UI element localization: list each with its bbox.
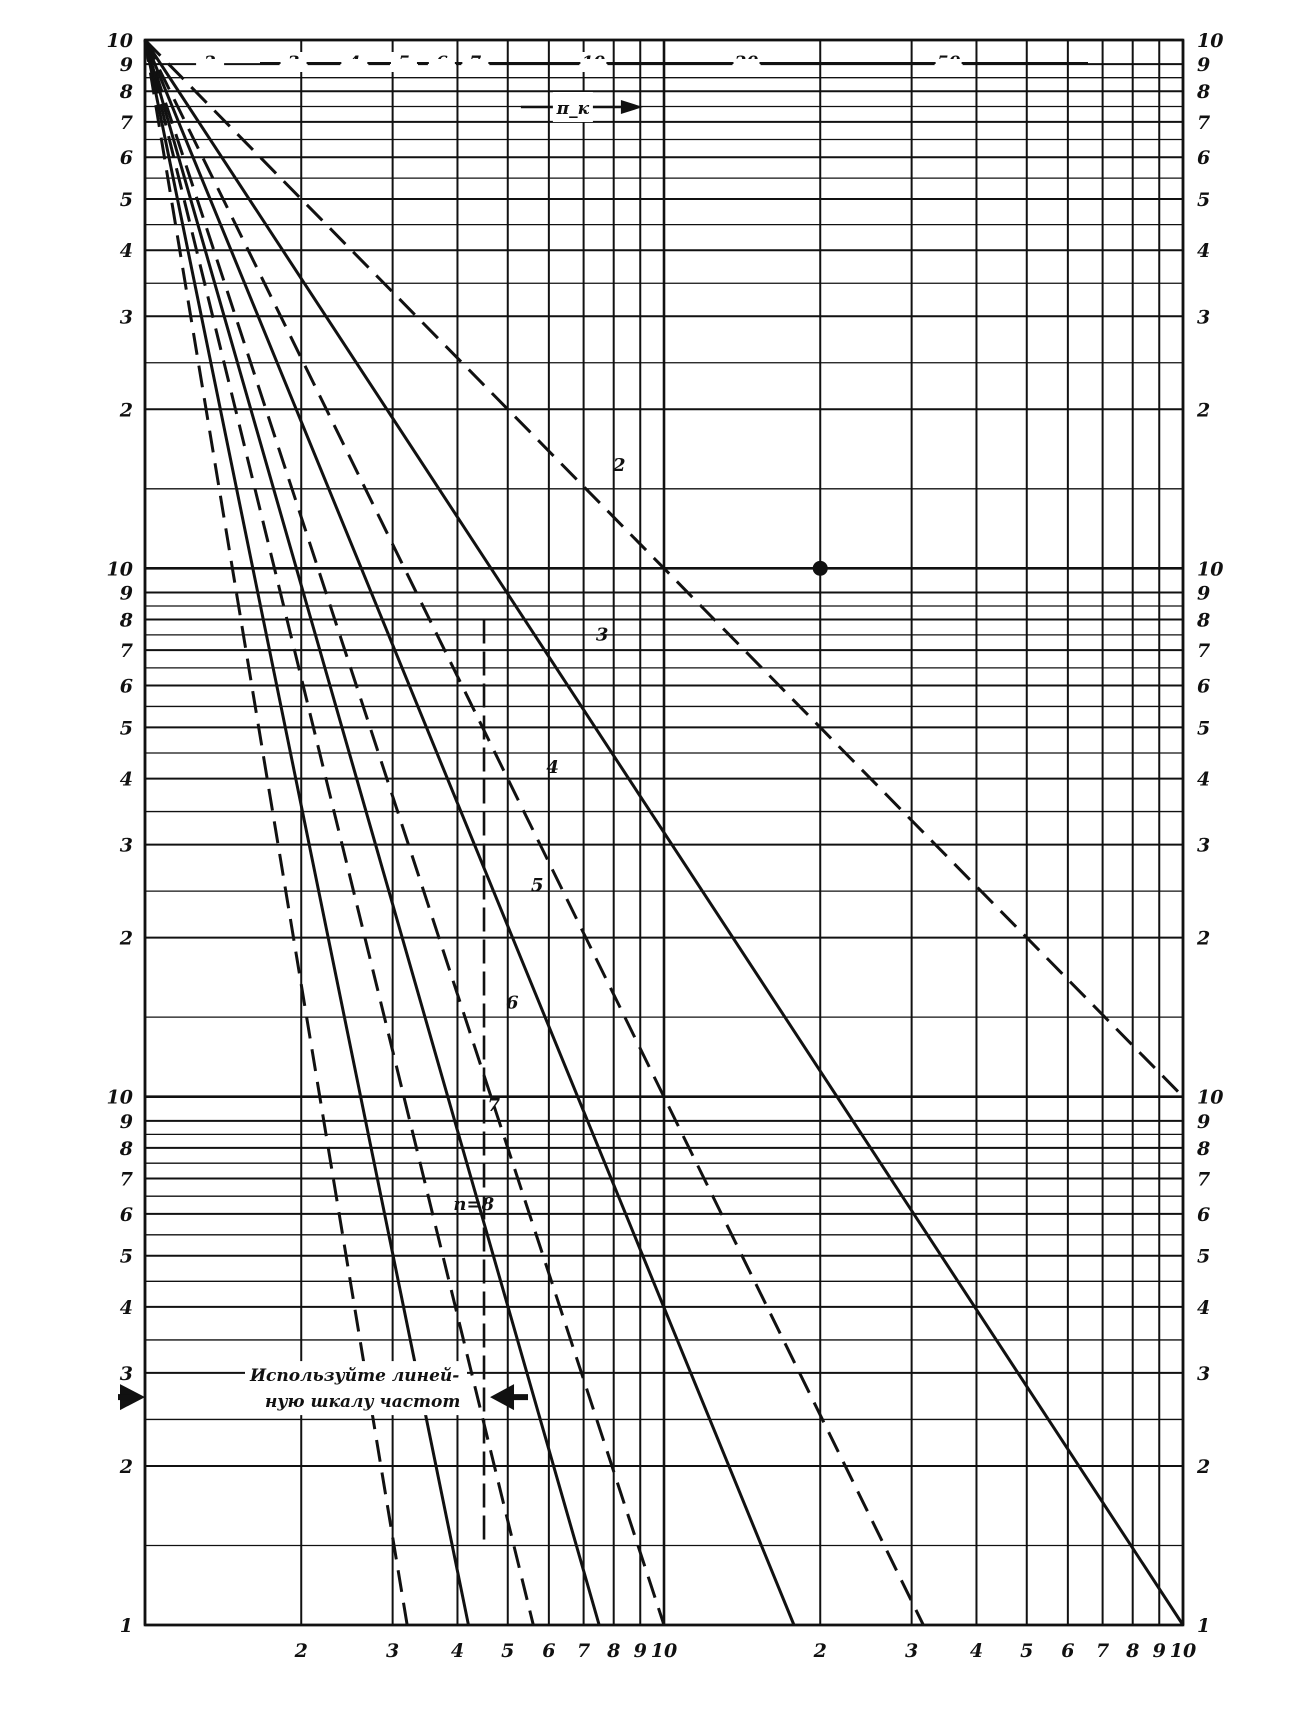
y-tick-label-left: 2 xyxy=(119,399,133,422)
y-tick-label-right: 9 xyxy=(1197,582,1211,605)
x-tick-label: 9 xyxy=(1152,1640,1166,1662)
top-scale-layer xyxy=(196,52,1088,122)
curve-label: 4 xyxy=(546,756,559,778)
y-tick-label-left: 5 xyxy=(119,717,133,740)
series-line-4 xyxy=(145,40,794,1625)
y-tick-label-right: 9 xyxy=(1197,54,1211,77)
y-tick-label-right: 7 xyxy=(1197,640,1211,663)
y-tick-label-left: 10 xyxy=(106,558,133,581)
curve-label: 6 xyxy=(505,992,519,1014)
y-tick-label-right: 8 xyxy=(1197,1137,1211,1160)
y-tick-label-left: 2 xyxy=(119,927,133,950)
x-tick-label: 7 xyxy=(576,1640,591,1662)
y-tick-label-left: 4 xyxy=(119,240,133,263)
data-point-marker xyxy=(813,561,828,576)
annotation-layer xyxy=(118,1361,528,1415)
y-tick-label-right: 6 xyxy=(1197,147,1211,170)
y-tick-label-right: 4 xyxy=(1197,1296,1211,1319)
top-scale-name: π_к xyxy=(556,99,590,119)
top-scale-gap xyxy=(462,59,488,68)
y-tick-label-left: 1 xyxy=(119,1615,133,1637)
y-tick-label-right: 10 xyxy=(1197,30,1224,52)
x-tick-label: 6 xyxy=(1061,1640,1075,1662)
y-tick-label-right: 7 xyxy=(1197,1168,1211,1191)
curve-label: 5 xyxy=(531,875,544,897)
y-tick-label-left: 8 xyxy=(119,81,133,104)
y-tick-label-left: 9 xyxy=(119,582,133,605)
y-tick-label-left: 3 xyxy=(119,306,133,329)
y-tick-label-right: 3 xyxy=(1197,306,1211,329)
y-tick-label-right: 9 xyxy=(1197,1110,1211,1133)
y-tick-label-left: 8 xyxy=(119,609,133,632)
y-tick-label-right: 2 xyxy=(1197,399,1211,422)
y-tick-label-right: 3 xyxy=(1197,834,1211,857)
curve-label: 3 xyxy=(595,624,609,646)
y-tick-label-right: 5 xyxy=(1197,189,1211,212)
x-tick-label: 8 xyxy=(1126,1640,1140,1662)
y-tick-label-left: 10 xyxy=(106,30,133,52)
y-tick-label-right: 10 xyxy=(1197,1086,1224,1109)
x-tick-label: 9 xyxy=(633,1640,647,1662)
y-tick-label-left: 5 xyxy=(119,189,133,212)
x-tick-label: 8 xyxy=(607,1640,621,1662)
y-tick-label-left: 4 xyxy=(119,768,133,791)
top-scale-gap xyxy=(391,59,417,68)
y-tick-label-left: 6 xyxy=(119,147,133,170)
y-tick-label-right: 10 xyxy=(1197,558,1224,581)
y-tick-label-left: 2 xyxy=(119,1455,133,1478)
curve-label: 2 xyxy=(613,454,626,476)
y-tick-label-left: 7 xyxy=(119,1168,133,1191)
y-tick-label-right: 8 xyxy=(1197,81,1211,104)
curve-label: 7 xyxy=(487,1094,501,1116)
x-tick-label: 5 xyxy=(1020,1640,1034,1662)
x-tick-label: 5 xyxy=(501,1640,515,1662)
y-tick-label-left: 4 xyxy=(119,1296,133,1319)
y-tick-label-right: 2 xyxy=(1197,927,1211,950)
note-line-1: Используйте линей- xyxy=(250,1366,460,1387)
x-tick-label: 2 xyxy=(294,1640,308,1662)
y-tick-label-right: 2 xyxy=(1197,1455,1211,1478)
x-tick-label: 4 xyxy=(450,1640,465,1662)
y-tick-label-right: 3 xyxy=(1197,1362,1211,1385)
y-tick-label-left: 5 xyxy=(119,1245,133,1268)
y-tick-label-right: 7 xyxy=(1197,111,1211,134)
top-scale-gap xyxy=(341,59,367,68)
top-scale-gap xyxy=(936,59,962,68)
x-tick-label: 10 xyxy=(650,1640,678,1662)
y-tick-label-right: 1 xyxy=(1197,1615,1211,1637)
top-scale-gap xyxy=(197,59,223,68)
y-tick-label-right: 4 xyxy=(1197,768,1211,791)
y-tick-label-left: 9 xyxy=(119,54,133,77)
y-tick-label-right: 6 xyxy=(1197,675,1211,698)
y-tick-label-left: 3 xyxy=(119,834,133,857)
x-tick-label: 3 xyxy=(905,1640,919,1662)
y-tick-label-left: 6 xyxy=(119,1203,133,1226)
y-tick-label-right: 5 xyxy=(1197,717,1211,740)
top-scale-gap xyxy=(580,59,606,68)
top-scale-gap xyxy=(281,59,307,68)
y-tick-label-right: 4 xyxy=(1197,240,1211,263)
y-tick-label-right: 8 xyxy=(1197,609,1211,632)
y-tick-label-left: 8 xyxy=(119,1137,133,1160)
y-tick-label-left: 3 xyxy=(119,1362,133,1385)
y-tick-label-right: 6 xyxy=(1197,1203,1211,1226)
x-tick-label: 10 xyxy=(1169,1640,1197,1662)
y-tick-label-left: 7 xyxy=(119,111,133,134)
curve-label: n=8 xyxy=(453,1194,495,1216)
y-tick-label-left: 9 xyxy=(119,1110,133,1133)
note-line-2: ную шкалу частот xyxy=(265,1392,461,1413)
y-tick-label-right: 5 xyxy=(1197,1245,1211,1268)
x-tick-label: 3 xyxy=(386,1640,400,1662)
top-scale-gap xyxy=(734,59,760,68)
x-tick-label: 2 xyxy=(813,1640,827,1662)
x-tick-label: 7 xyxy=(1095,1640,1110,1662)
top-scale-gap xyxy=(429,59,455,68)
x-tick-label: 4 xyxy=(969,1640,984,1662)
y-tick-label-left: 7 xyxy=(119,640,133,663)
y-tick-label-left: 6 xyxy=(119,675,133,698)
marker-layer xyxy=(813,561,828,576)
y-tick-label-left: 10 xyxy=(106,1086,133,1109)
x-tick-label: 6 xyxy=(542,1640,556,1662)
